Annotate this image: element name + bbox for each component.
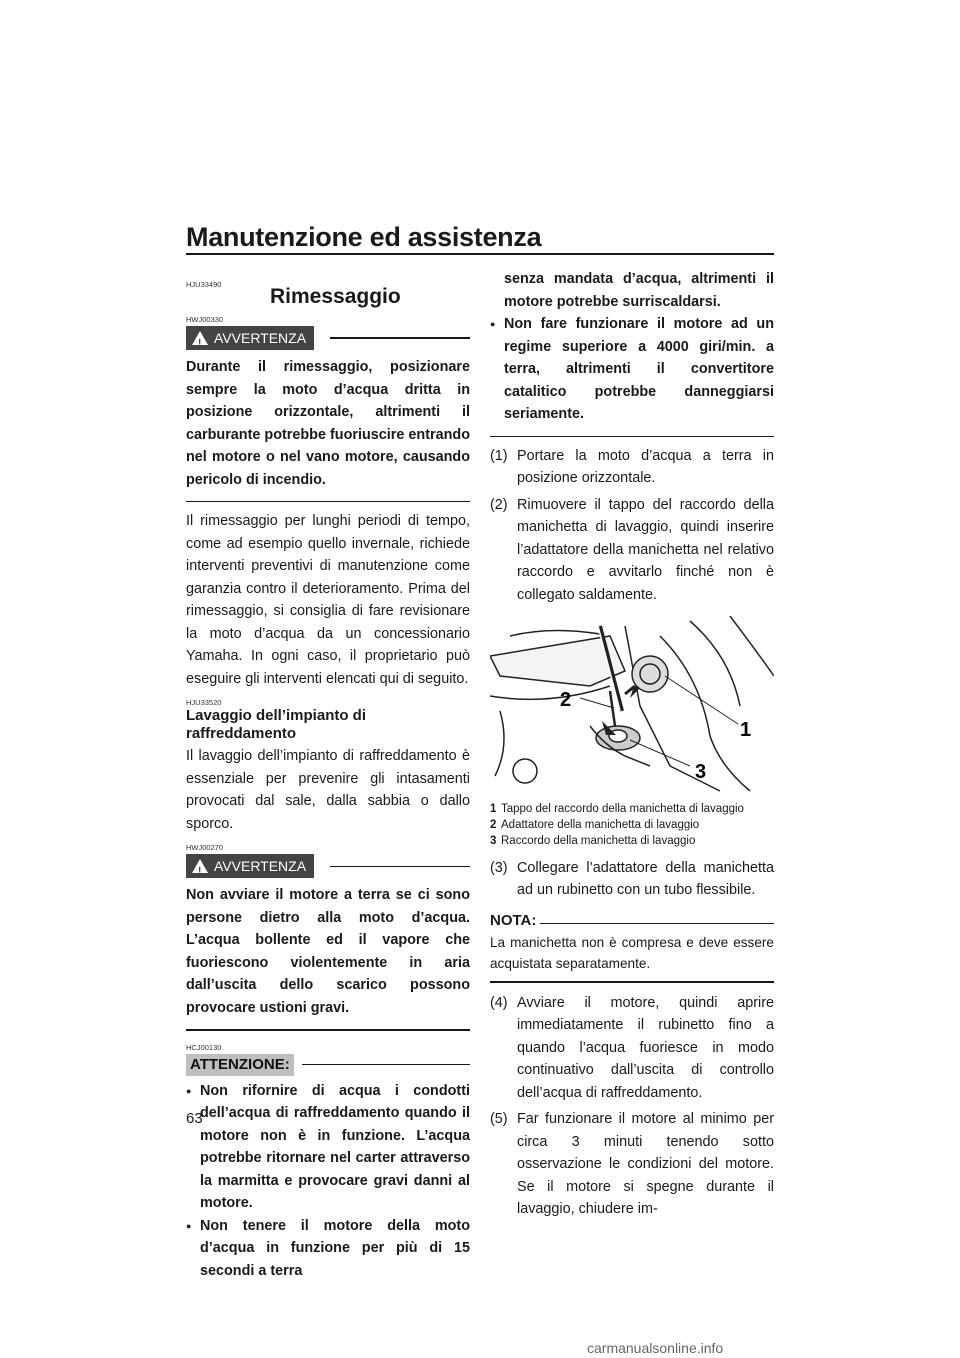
note-label: NOTA: xyxy=(490,911,537,929)
caution-header xyxy=(186,1054,470,1076)
callout-3: 3 xyxy=(695,761,707,784)
watermark: carmanualsonline.info xyxy=(587,1340,724,1356)
step xyxy=(490,992,774,1105)
step-text: Far funzionare il motore al minimo per circa 3 minuti tenendo sotto osservazione le condizioni del motore. Se il motore si spegne durante il lavaggio, chiudere im- xyxy=(517,1111,774,1218)
legend-text: Raccordo della manichetta di lavaggio xyxy=(501,835,696,848)
header-rule xyxy=(186,253,774,255)
page-title: Manutenzione ed assistenza xyxy=(186,222,542,252)
list-item-continued: senza mandata d’acqua, altrimenti il motore potrebbe surriscaldarsi. xyxy=(504,271,774,310)
callout-2: 2 xyxy=(560,689,572,712)
warning-label: AVVERTENZA xyxy=(214,858,307,875)
legend-number: 1 xyxy=(490,803,497,816)
warning-badge xyxy=(186,326,314,350)
step xyxy=(490,857,774,902)
warning-code: HWJ00330 xyxy=(186,315,224,324)
legend-number: 3 xyxy=(490,835,497,848)
caution-list xyxy=(490,313,774,426)
warning-label: AVVERTENZA xyxy=(214,329,307,346)
warning-header xyxy=(186,854,470,878)
caution-end-rule xyxy=(490,436,774,437)
step-number: (5) xyxy=(490,1111,508,1128)
note-text: La manichetta non è compresa e deve essere acquistata separatamente. xyxy=(490,935,774,972)
warning-icon: ! xyxy=(192,331,208,345)
step-number: (3) xyxy=(490,859,508,876)
warning-rule xyxy=(330,337,470,338)
step-number: (1) xyxy=(490,447,508,464)
legend-item xyxy=(490,834,774,849)
section-code: HJU33520 xyxy=(186,698,222,708)
callout-1: 1 xyxy=(740,719,752,742)
legend-item xyxy=(490,802,774,817)
section-title: Rimessaggio xyxy=(270,285,401,308)
right-column xyxy=(490,268,774,1225)
step-text: Collegare l’adattatore della manichetta ad un rubinetto con un tubo flessibile. xyxy=(517,859,774,899)
warning-rule xyxy=(330,866,470,867)
legend-text: Tappo del raccordo della manichetta di lavaggio xyxy=(501,803,744,816)
caution-code: HCJ00130 xyxy=(186,1042,222,1052)
warning-text: Non avviare il motore a terra se ci sono persone dietro alla moto d’acqua. L’acqua bollente ed il vapore che fuoriescono violentemente in aria dall’uscita dello scarico possono provocare ustioni gravi. xyxy=(186,887,470,1016)
page-number: 63 xyxy=(186,1110,203,1127)
note-end-rule xyxy=(490,981,774,982)
warning-badge xyxy=(186,854,314,878)
warning-code: HWJ00270 xyxy=(186,843,224,853)
step-text: Avviare il motore, quindi aprire immediatamente il rubinetto fino a quando l’acqua fuoriesce in modo continuativo dall’uscita di controllo dell’acqua di raffreddamento. xyxy=(517,994,774,1101)
section-code: HJU33490 xyxy=(186,280,222,289)
legend-text: Adattatore della manichetta di lavaggio xyxy=(501,819,700,832)
list-item: ● Non tenere il motore della moto d’acqua in funzione per più di 15 secondi a terra xyxy=(186,1215,470,1283)
warning-end-rule xyxy=(186,1029,470,1030)
legend-item xyxy=(490,818,774,833)
step xyxy=(490,1108,774,1221)
left-column xyxy=(186,268,470,1282)
step-text: Portare la moto d’acqua a terra in posizione orizzontale. xyxy=(517,447,774,487)
step xyxy=(490,494,774,607)
note-rule xyxy=(540,923,774,924)
caution-list xyxy=(186,1080,470,1283)
warning-header xyxy=(186,326,470,350)
legend-number: 2 xyxy=(490,819,497,832)
caution-rule xyxy=(302,1064,470,1065)
note-header xyxy=(490,910,774,933)
list-item: ● Non rifornire di acqua i condotti dell’acqua di raffreddamento quando il motore non è in funzione. L’acqua potrebbe ritornare nel carter attraverso la marmitta e provocare gravi danni al motore. xyxy=(186,1080,470,1215)
list-item: ● Non fare funzionare il motore ad un regime superiore a 4000 giri/min. a terra, altrimenti il convertitore catalitico potrebbe danneggiarsi seriamente. xyxy=(490,313,774,426)
flush-fitting-illustration xyxy=(490,616,774,796)
paragraph: Il lavaggio dell’impianto di raffreddamento è essenziale per prevenire gli intasamenti provocati dal sale, dalla sabbia o dallo sporco. xyxy=(186,748,470,832)
paragraph: Il rimessaggio per lunghi periodi di tempo, come ad esempio quello invernale, richiede interventi preventivi di manutenzione come garanzia contro il deterioramento. Prima del rimessaggio, si consiglia di fare revisionare la moto d’acqua da un concessionario Yamaha. In ogni caso, il proprietario può eseguire gli interventi elencati qui di seguito. xyxy=(186,513,470,687)
step-text: Rimuovere il tappo del raccordo della manichetta di lavaggio, quindi inserire l’adattatore della manichetta nel relativo raccordo e avvitarlo finché non è collegato saldamente. xyxy=(517,496,774,603)
warning-text: Durante il rimessaggio, posizionare sempre la moto d’acqua dritta in posizione orizzontale, altrimenti il carburante potrebbe fuoriuscire entrando nel motore o nel vano motore, causando pericolo di incendio. xyxy=(186,359,470,488)
step-number: (2) xyxy=(490,496,508,513)
caution-badge: ATTENZIONE: xyxy=(186,1054,294,1076)
subsection-title: Lavaggio dell’impianto di raffreddamento xyxy=(186,707,367,743)
step xyxy=(490,445,774,490)
step-number: (4) xyxy=(490,994,508,1011)
figure-legend xyxy=(490,802,774,849)
warning-end-rule xyxy=(186,501,470,502)
warning-icon: ! xyxy=(192,859,208,873)
